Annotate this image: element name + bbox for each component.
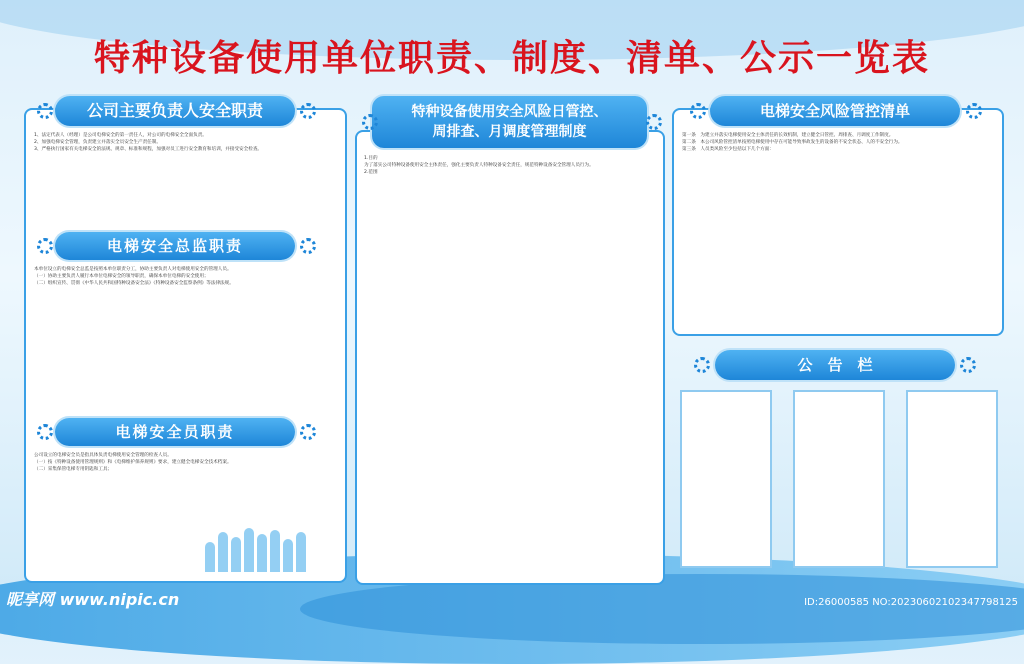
workers-silhouette xyxy=(205,527,315,572)
gear-icon xyxy=(37,424,53,440)
safety-officer-text: 公司设立的电梯安全员是指具体负责电梯使用安全管理的检查人员。 （一）按《特种设备使用管理规则》和《电梯维护保养规则》要求，建立健全电梯安全技术档案。 （二）采集保管电梯专用钥匙和工具； xyxy=(34,453,232,473)
image-id-watermark: ID:26000585 NO:20230602102347798125 xyxy=(804,597,1018,608)
gear-icon xyxy=(37,238,53,254)
section-heading-risk-management: 特种设备使用安全风险日管控、 周排查、月调度管理制度 xyxy=(372,96,647,148)
section-heading-risk-control-list: 电梯安全风险管控清单 xyxy=(710,96,960,126)
gear-icon xyxy=(300,238,316,254)
gear-icon xyxy=(690,103,706,119)
section-heading-leader-duties: 公司主要负责人安全职责 xyxy=(55,96,295,126)
notice-board-slot-1 xyxy=(680,390,772,568)
risk-management-text: 1.目的 为了落实公司特种设备使用安全主体责任，强化主要负责人特种设备安全责任，规范特种设备安全管理人员行为。 2.范围 xyxy=(364,156,594,176)
gear-icon xyxy=(960,357,976,373)
section-heading-safety-director: 电梯安全总监职责 xyxy=(55,232,295,260)
gear-icon xyxy=(37,103,53,119)
gear-icon xyxy=(300,424,316,440)
risk-control-list-text: 第一条 为建立并落实电梯使用安全主体责任的长效机制，建立健全日管控、周排查、月调度工作制度。 第二条 本公司风险管控清单按照电梯使用中存在可能导致事故发生的设备的不安全状态、人的不安全行为。 第三条 人员类风险至少包括以下几个方面： xyxy=(682,133,903,153)
section-heading-safety-officer: 电梯安全员职责 xyxy=(55,418,295,446)
gear-icon xyxy=(646,114,662,130)
gear-icon xyxy=(966,103,982,119)
safety-director-text: 本单位设立的电梯安全总监是按照本单位职责分工，协助主要负责人对电梯使用安全的管理人员。 （一）协助主要负责人履行本单位电梯安全的领导职责，确保本单位电梯的安全使用； （二）组织宣传、贯彻《中华人民共和国特种设备安全法》《特种设备安全监察条例》等法律法规。 xyxy=(34,267,234,287)
leader-duties-text: 1、法定代表人（经理）是公司电梯安全的第一责任人，对公司的电梯安全全面负责。 2、加强电梯安全管理，负责建立并落实全员安全生产责任制。 3、严格执行国家有关电梯安全的法规、规章、标准和规程，加强对员工进行安全教育和培训，并接受安全检查。 xyxy=(34,133,263,153)
gear-icon xyxy=(362,114,378,130)
site-watermark: 昵享网 www.nipic.cn xyxy=(6,590,180,609)
gear-icon xyxy=(300,103,316,119)
page-title: 特种设备使用单位职责、制度、清单、公示一览表 xyxy=(93,38,930,79)
notice-board-slot-2 xyxy=(793,390,885,568)
notice-board-heading: 公 告 栏 xyxy=(715,350,955,380)
notice-board-slot-3 xyxy=(906,390,998,568)
gear-icon xyxy=(694,357,710,373)
